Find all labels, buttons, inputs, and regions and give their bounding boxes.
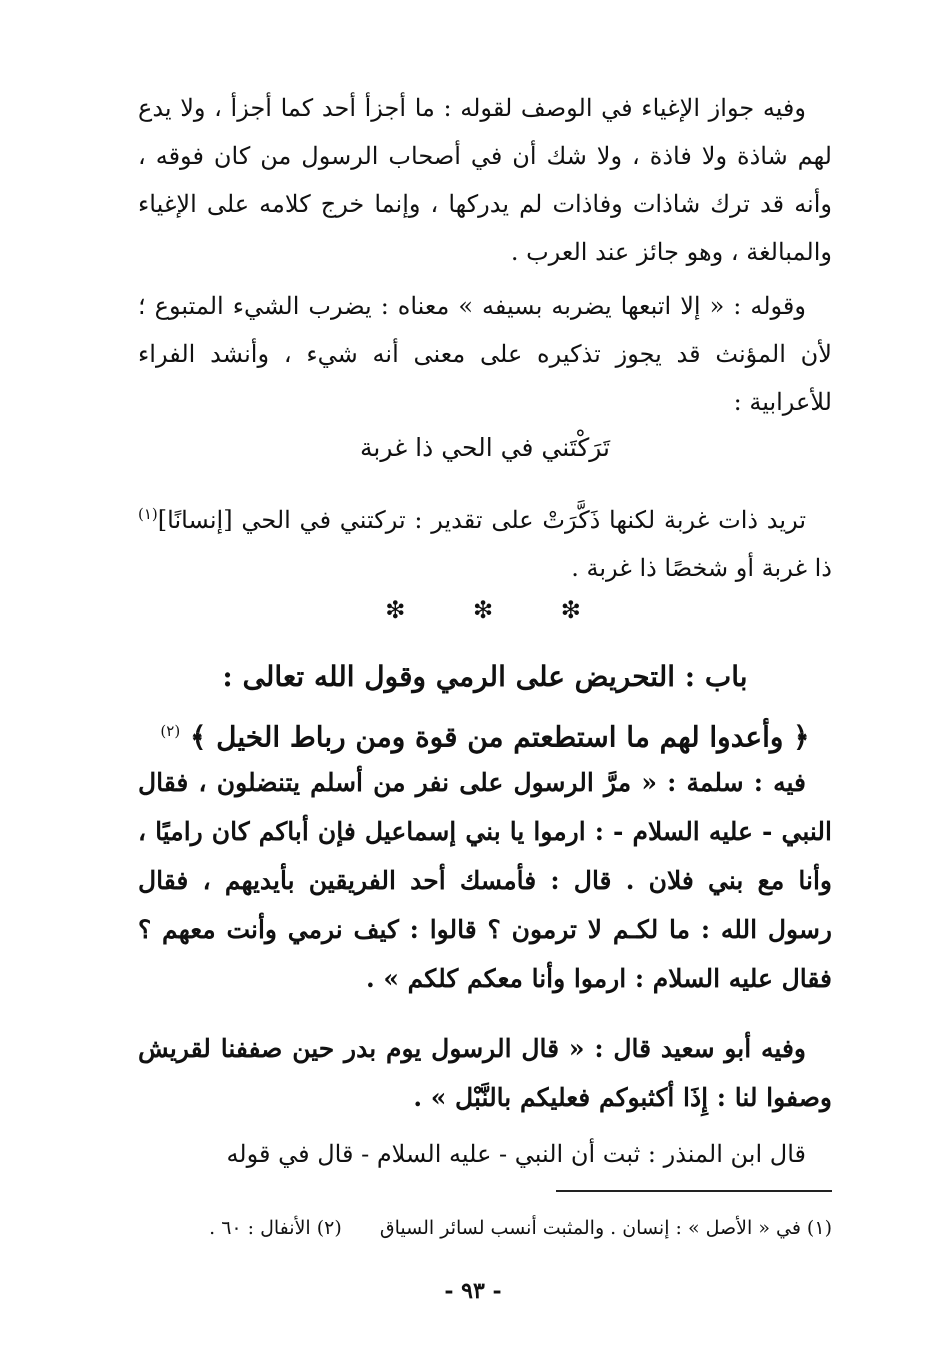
separator-star-3: ❇ [385, 596, 410, 624]
paragraph-1-text: وفيه جواز الإغياء في الوصف لقوله : ما أجزأ أحد كما أجزأ ، ولا يدع لهم شاذة ولا فاذة ، ولا شك أن في أصحاب الرسول من كان فوقه ، وأنه قد ترك شاذات وفاذات لم يدركها ، وإنما خرج كلامه على الإغياء والمبالغة ، وهو جائز عند العرب . [138, 94, 832, 266]
paragraph-4 [138, 1130, 832, 1178]
hadith-1 [138, 758, 832, 1003]
hadith-1-text: فيه : سلمة : « مرَّ الرسول على نفر من أسلم يتنضلون ، فقال النبي - عليه السلام - : ارموا يا بني إسماعيل فإن أباكم كان راميًا ، وأنا مع بني فلان . قال : فأمسك أحد الفريقين بأيديهم ، فقال رسول الله : ما لكـم لا ترمون ؟ قالوا : كيف نرمي وأنت معهم ؟ فقال عليه السلام : ارموا وأنا معكم كلكم » . [138, 768, 832, 993]
separator-star-2: ❇ [472, 596, 498, 624]
paragraph-4-text: قال ابن المنذر : ثبت أن النبي - عليه السلام - قال في قوله [226, 1140, 806, 1168]
section-separator [138, 596, 832, 624]
hadith-2-text: وفيه أبو سعيد قال : « قال الرسول يوم بدر حين صففنا لقريش وصفوا لنا : إِذَا أكثبوكم فعليكم بالنَّبْل » . [138, 1034, 832, 1112]
footnote-1: (١) في « الأصل » : إنسان . والمثبت أنسب لسائر السياق [379, 1217, 832, 1239]
chapter-title: باب : التحريض على الرمي وقول الله تعالى : [222, 660, 748, 693]
footnote-divider [556, 1190, 832, 1192]
hadith-2 [138, 1024, 832, 1122]
footnote-2: (٢) الأنفال : ٦٠ . [209, 1217, 342, 1239]
paragraph-3-tail: ذا غربة أو شخصًا ذا غربة . [571, 554, 832, 582]
chapter-verse [138, 704, 832, 764]
paragraph-3-text: تريد ذات غربة لكنها ذَكَّرَتْ على تقدير : تركتني في الحي [إنسانًا] [157, 506, 806, 534]
footnotes [138, 1208, 832, 1248]
poetry-verse: تَرَكْتَني في الحي ذا غربة [360, 433, 610, 462]
footnote-ref-1: (١) [138, 505, 158, 523]
separator-star-1: ❇ [560, 596, 585, 624]
page-number: - ٩٣ - [444, 1278, 502, 1304]
footnote-ref-2: (٢) [160, 722, 181, 740]
paragraph-2-text: وقوله : « إلا اتبعها يضربه بسيفه » معناه : يضرب الشيء المتبوع ؛ لأن المؤنث قد يجوز تذكيره على معنى أنه شيء ، وأنشد الفراء للأعرابية : [138, 292, 832, 416]
paragraph-1 [138, 84, 832, 276]
paragraph-2 [138, 282, 832, 426]
paragraph-3 [138, 490, 832, 592]
chapter-verse-text: ﴿ وأعدوا لهم ما استطعتم من قوة ومن رباط الخيل ﴾ [189, 720, 810, 754]
